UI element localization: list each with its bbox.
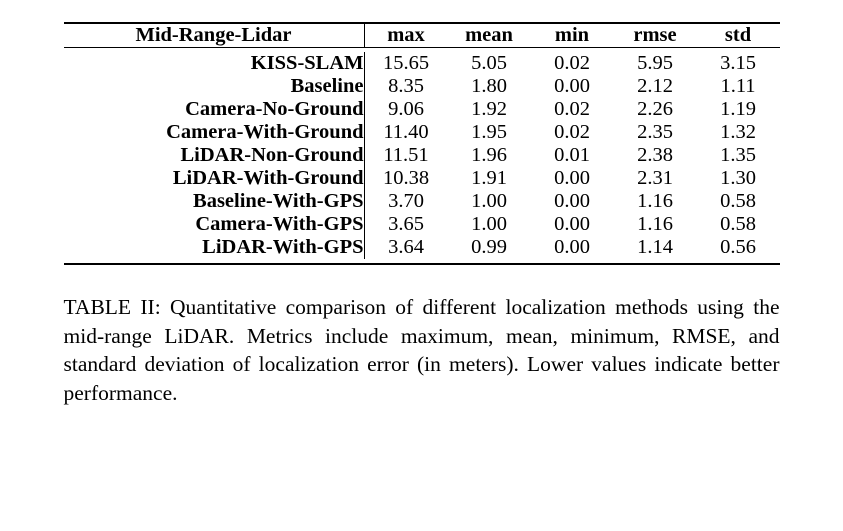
cell-mean: 5.05 — [471, 52, 507, 74]
table-bottom-rule — [64, 264, 780, 265]
cell-rmse: 2.31 — [637, 167, 673, 189]
cell-mean: 1.00 — [471, 213, 507, 235]
cell-max: 10.38 — [382, 167, 430, 189]
cell-max: 8.35 — [388, 75, 424, 97]
cell-rmse: 2.12 — [637, 75, 673, 97]
cell-std: 0.58 — [720, 190, 756, 212]
cell-min: 0.00 — [554, 167, 590, 189]
cell-mean: 1.92 — [471, 98, 507, 120]
cell-min: 0.02 — [554, 98, 590, 120]
results-table — [64, 22, 780, 265]
table-body — [64, 23, 780, 265]
cell-std: 0.58 — [720, 213, 756, 235]
column-header-dataset: Mid-Range-Lidar — [64, 24, 365, 48]
column-header-mean: mean — [465, 24, 513, 46]
table-row — [64, 52, 780, 75]
cell-min: 0.00 — [554, 236, 590, 258]
table-row — [64, 98, 780, 121]
table-caption — [64, 293, 780, 407]
column-header-std: std — [724, 24, 752, 46]
row-label-camera-with-ground: Camera-With-Ground — [64, 121, 365, 144]
cell-rmse: 2.26 — [637, 98, 673, 120]
table-row — [64, 190, 780, 213]
cell-rmse: 2.35 — [637, 121, 673, 143]
cell-min: 0.00 — [554, 190, 590, 212]
cell-rmse: 1.16 — [637, 190, 673, 212]
cell-max: 3.65 — [388, 213, 424, 235]
row-label-baseline: Baseline — [64, 75, 365, 98]
cell-min: 0.02 — [554, 52, 590, 74]
caption-text: Quantitative comparison of different localization methods using the mid-range LiDAR. Metrics include maximum, mean, minimum, RMSE, and standard deviation of localization error (in meters). Lower values indicate better performance. — [63, 295, 780, 405]
cell-mean: 0.99 — [471, 236, 507, 258]
row-label-camera-no-ground: Camera-No-Ground — [64, 98, 365, 121]
cell-rmse: 1.16 — [637, 213, 673, 235]
cell-mean: 1.91 — [471, 167, 507, 189]
cell-max: 11.40 — [383, 121, 429, 143]
cell-rmse: 1.14 — [637, 236, 673, 258]
row-label-kiss-slam: KISS-SLAM — [64, 52, 365, 75]
cell-mean: 1.95 — [471, 121, 507, 143]
cell-min: 0.00 — [554, 213, 590, 235]
cell-std: 1.32 — [720, 121, 756, 143]
cell-std: 1.11 — [720, 75, 756, 97]
table-row — [64, 236, 780, 259]
cell-max: 15.65 — [382, 52, 430, 74]
table-row — [64, 121, 780, 144]
row-label-lidar-with-ground: LiDAR-With-Ground — [64, 167, 365, 190]
cell-max: 11.51 — [383, 144, 429, 166]
row-label-lidar-with-gps: LiDAR-With-GPS — [64, 236, 365, 259]
cell-std: 1.35 — [720, 144, 756, 166]
cell-min: 0.00 — [554, 75, 590, 97]
cell-rmse: 5.95 — [637, 52, 673, 74]
cell-mean: 1.96 — [471, 144, 507, 166]
cell-mean: 1.80 — [471, 75, 507, 97]
cell-rmse: 2.38 — [637, 144, 673, 166]
table-row — [64, 167, 780, 190]
table-header-row — [64, 24, 780, 48]
cell-max: 9.06 — [388, 98, 424, 120]
table-row — [64, 75, 780, 98]
column-header-min: min — [554, 24, 590, 46]
column-header-rmse: rmse — [633, 24, 677, 46]
caption-label: TABLE II: — [63, 295, 161, 319]
cell-max: 3.70 — [388, 190, 424, 212]
table-row — [64, 213, 780, 236]
cell-mean: 1.00 — [471, 190, 507, 212]
cell-std: 3.15 — [720, 52, 756, 74]
cell-std: 0.56 — [720, 236, 756, 258]
column-header-max: max — [387, 24, 425, 46]
table-row — [64, 144, 780, 167]
row-label-camera-with-gps: Camera-With-GPS — [64, 213, 365, 236]
cell-min: 0.01 — [554, 144, 590, 166]
row-label-lidar-non-ground: LiDAR-Non-Ground — [64, 144, 365, 167]
cell-std: 1.30 — [720, 167, 756, 189]
cell-std: 1.19 — [720, 98, 756, 120]
cell-min: 0.02 — [554, 121, 590, 143]
cell-max: 3.64 — [388, 236, 424, 258]
row-label-baseline-with-gps: Baseline-With-GPS — [64, 190, 365, 213]
